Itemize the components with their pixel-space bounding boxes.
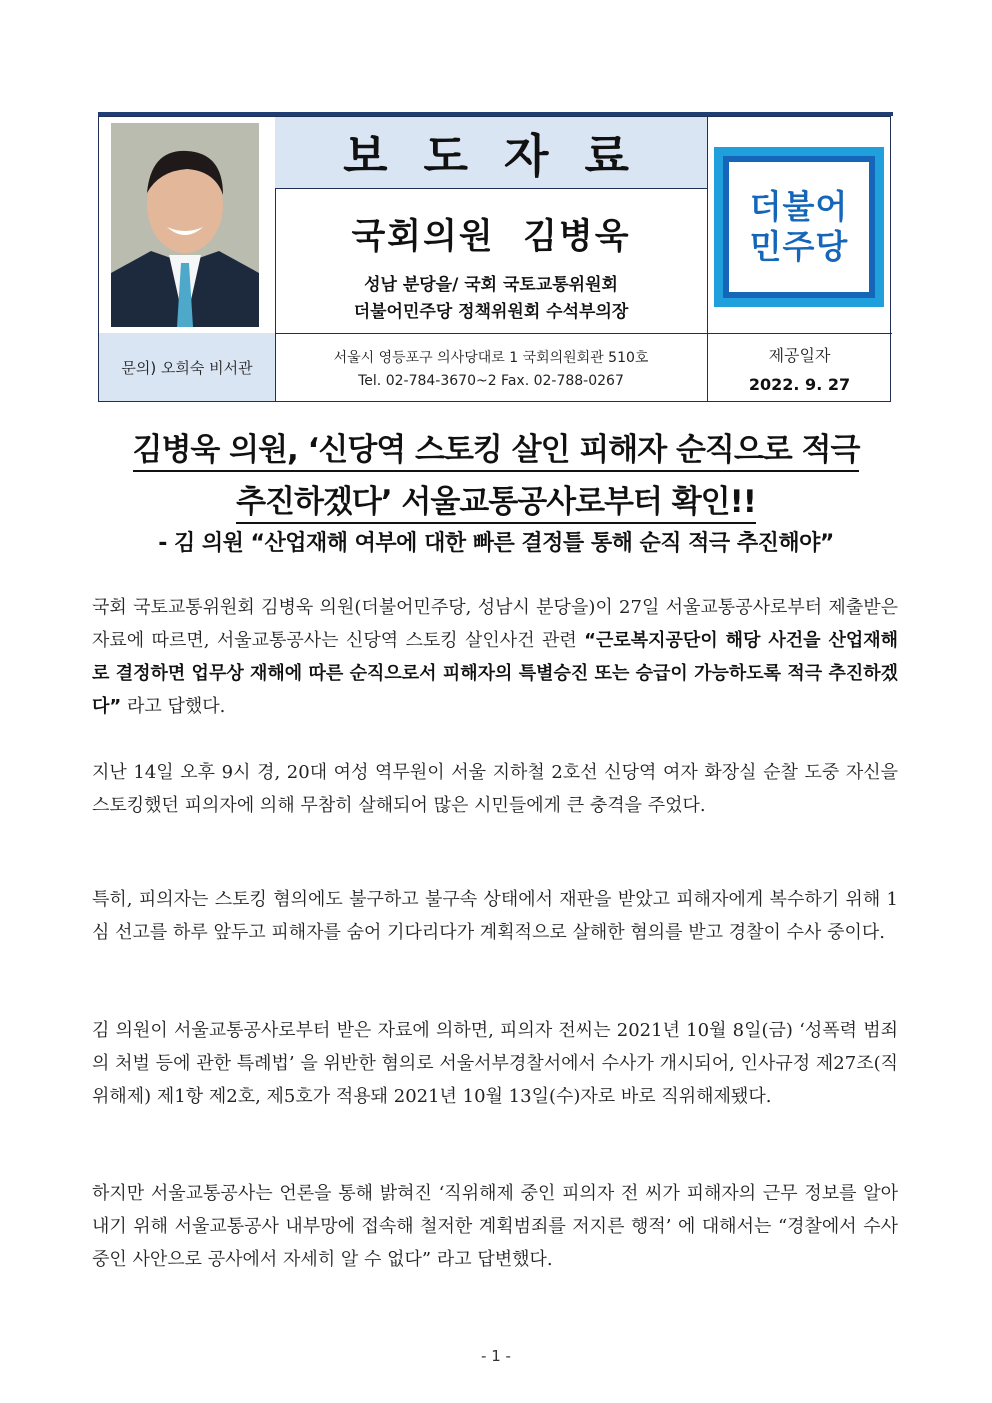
party-logo-line1: 더불어: [749, 187, 849, 226]
divider: [275, 188, 707, 189]
headline-line-2: 추진하겠다’ 서울교통공사로부터 확인!!: [96, 476, 896, 521]
lawmaker-photo: [111, 123, 259, 327]
release-date-label: 제공일자: [768, 346, 831, 365]
office-address: 서울시 영등포구 의사당대로 1 국회의원회관 510호: [333, 350, 649, 366]
body-paragraph-2: 지난 14일 오후 9시 경, 20대 여성 역무원이 서울 지하철 2호선 신당역 여자 화장실 순찰 도중 자신을 스토킹했던 피의자에 의해 무참히 살해되어 많은 시민들에게 큰 충격을 주었다.: [92, 762, 898, 816]
press-release-header: [98, 116, 891, 402]
subheadline: - 김 의원 “산업재해 여부에 대한 빠른 결정틀 통해 순직 적극 추진해야”: [158, 531, 834, 556]
party-logo: [714, 147, 884, 307]
lawmaker-position: 더불어민주당 정책위원회 수석부의장: [353, 302, 629, 322]
lawmaker-name: 국회의원 김병욱: [351, 217, 631, 257]
body-paragraph-3: 특히, 피의자는 스토킹 혐의에도 불구하고 불구속 상태에서 재판을 받았고 피해자에게 복수하기 위해 1심 선고를 하루 앞두고 피해자를 숨어 기다리다가 계획적으로 살해한 혐의를 받고 경찰이 수사 중이다.: [92, 889, 898, 943]
quoted-statement: “근로복지공단이 해당 사건을 산업재해로 결정하면 업무상 재해에 따른 순직으로서 피해자의 특별승진 또는 승급이 가능하도록 적극 추진하겠다”: [92, 630, 898, 717]
office-phone-fax: Tel. 02-784-3670~2 Fax. 02-788-0267: [358, 373, 624, 389]
lawmaker-district: 성남 분당을/ 국회 국토교통위원회: [364, 275, 618, 295]
press-release-title: 보 도 자 료: [275, 117, 707, 188]
release-date: 2022. 9. 27: [748, 375, 851, 394]
page-number: - 1 -: [481, 1347, 511, 1365]
body-paragraph-1: 국회 국토교통위원회 김병욱 의원(더불어민주당, 성남시 분당을)이 27일 서울교통공사로부터 제출받은 자료에 따르면, 서울교통공사는 신당역 스토킹 살인사건 관련 “근로복지공단이 해당 사건을 산업재해로 결정하면 업무상 재해에 따른 순직으로서 피해자의 특별승진 또는 승급이 가능하도록 적극 추진하겠다” 라고 답했다.: [92, 597, 898, 717]
party-logo-line2: 민주당: [749, 227, 849, 266]
body-paragraph-5: 하지만 서울교통공사는 언론을 통해 밝혀진 ‘직위해제 중인 피의자 전 씨가 피해자의 근무 정보를 알아내기 위해 서울교통공사 내부망에 접속해 철저한 계획범죄를 저지른 행적’ 에 대해서는 “경찰에서 수사 중인 사안으로 공사에서 자세히 알 수 없다” 라고 답변했다.: [92, 1183, 898, 1270]
contact-person: 문의) 오희숙 비서관: [99, 333, 275, 401]
headline-line-1: 김병욱 의원, ‘신당역 스토킹 살인 피해자 순직으로 적극: [96, 424, 896, 469]
body-paragraph-4: 김 의원이 서울교통공사로부터 받은 자료에 의하면, 피의자 전씨는 2021년 10월 8일(금) ‘성폭력 범죄의 처벌 등에 관한 특례법’ 을 위반한 혐의로 서울서부경찰서에서 수사가 개시되어, 인사규정 제27조(직위해제) 제1항 제2호, 제5호가 적용돼 2021년 10월 13일(수)자로 바로 직위해제됐다.: [92, 1020, 898, 1107]
